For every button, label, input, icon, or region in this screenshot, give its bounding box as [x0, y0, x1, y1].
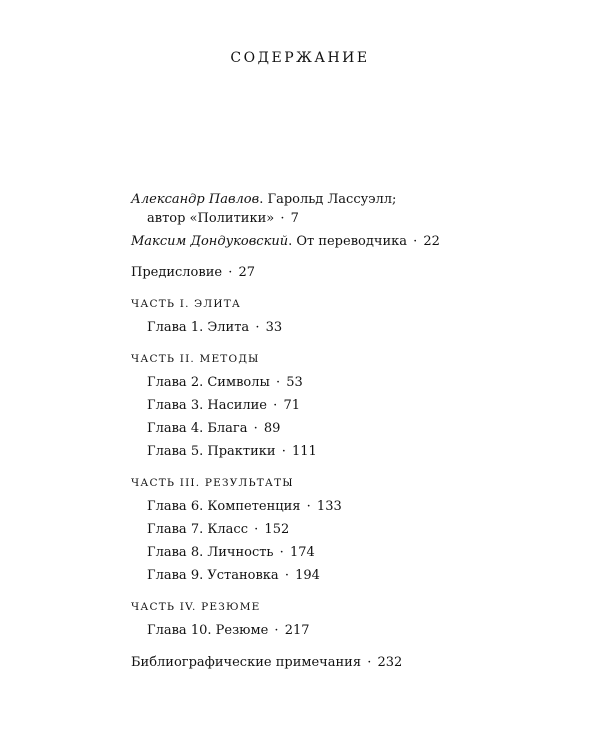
entry-title: Глава 10. Резюме [147, 623, 269, 638]
separator-dot: · [253, 421, 258, 436]
toc-chapter-10 [131, 621, 531, 640]
entry-title: Глава 2. Символы [147, 375, 270, 390]
toc-entry-translator [131, 232, 531, 251]
entry-author: Александр Павлов [131, 192, 260, 207]
page-title: СОДЕРЖАНИЕ [230, 50, 370, 66]
separator-dot: · [279, 545, 284, 560]
separator-dot: · [367, 655, 372, 670]
toc-chapter-9 [131, 566, 531, 585]
entry-title: Глава 6. Компетенция [147, 499, 301, 514]
toc-chapter-4 [131, 419, 531, 438]
toc-entry-preface [131, 263, 531, 282]
entry-page: 152 [264, 522, 290, 537]
toc-chapter-8 [131, 543, 531, 562]
entry-page: 33 [265, 320, 283, 335]
toc-part-3: ЧАСТЬ III. РЕЗУЛЬТАТЫ [131, 477, 294, 489]
entry-page: 111 [291, 444, 317, 459]
entry-page: 174 [289, 545, 315, 560]
entry-title: . От переводчика [288, 234, 407, 249]
toc-chapter-3 [131, 396, 531, 415]
toc-chapter-6 [131, 497, 531, 516]
entry-page: 71 [283, 398, 300, 413]
toc-part-4: ЧАСТЬ IV. РЕЗЮМЕ [131, 601, 261, 613]
entry-title: Глава 9. Установка [147, 568, 279, 583]
entry-title: Глава 1. Элита [147, 320, 250, 335]
separator-dot: · [281, 444, 286, 459]
entry-page: 232 [377, 655, 403, 670]
entry-page: 133 [316, 499, 342, 514]
entry-title-cont: автор «Политики» [147, 211, 275, 226]
entry-author: Максим Дондуковский [131, 234, 289, 249]
toc-chapter-1 [131, 318, 531, 337]
entry-title: Глава 4. Блага [147, 421, 248, 436]
entry-title: Глава 7. Класс [147, 522, 248, 537]
entry-page: 22 [423, 234, 440, 249]
separator-dot: · [413, 234, 418, 249]
separator-dot: · [284, 568, 289, 583]
separator-dot: · [273, 398, 278, 413]
entry-title: . Гарольд Лассуэлл; [259, 192, 397, 207]
entry-page: 217 [284, 623, 310, 638]
entry-title: Библиографические примечания [131, 655, 362, 670]
table-of-contents [131, 190, 531, 672]
separator-dot: · [280, 211, 285, 226]
entry-page: 7 [290, 211, 299, 226]
entry-title: Глава 8. Личность [147, 545, 274, 560]
entry-page: 194 [295, 568, 320, 583]
entry-page: 27 [238, 265, 256, 280]
entry-title: Предисловие [131, 265, 223, 280]
separator-dot: · [228, 265, 233, 280]
entry-title: Глава 5. Практики [147, 444, 276, 459]
separator-dot: · [306, 499, 311, 514]
separator-dot: · [274, 623, 279, 638]
toc-entry-lasswell [131, 190, 531, 228]
entry-title: Глава 3. Насилие [147, 398, 268, 413]
toc-part-1: ЧАСТЬ I. ЭЛИТА [131, 298, 242, 310]
toc-chapter-7 [131, 520, 531, 539]
toc-chapter-5 [131, 442, 531, 461]
entry-page: 89 [263, 421, 281, 436]
separator-dot: · [255, 320, 260, 335]
entry-page: 53 [286, 375, 303, 390]
separator-dot: · [275, 375, 281, 390]
separator-dot: · [254, 522, 259, 537]
toc-chapter-2 [131, 373, 531, 392]
toc-part-2: ЧАСТЬ II. МЕТОДЫ [131, 353, 260, 365]
toc-entry-notes [131, 653, 531, 672]
